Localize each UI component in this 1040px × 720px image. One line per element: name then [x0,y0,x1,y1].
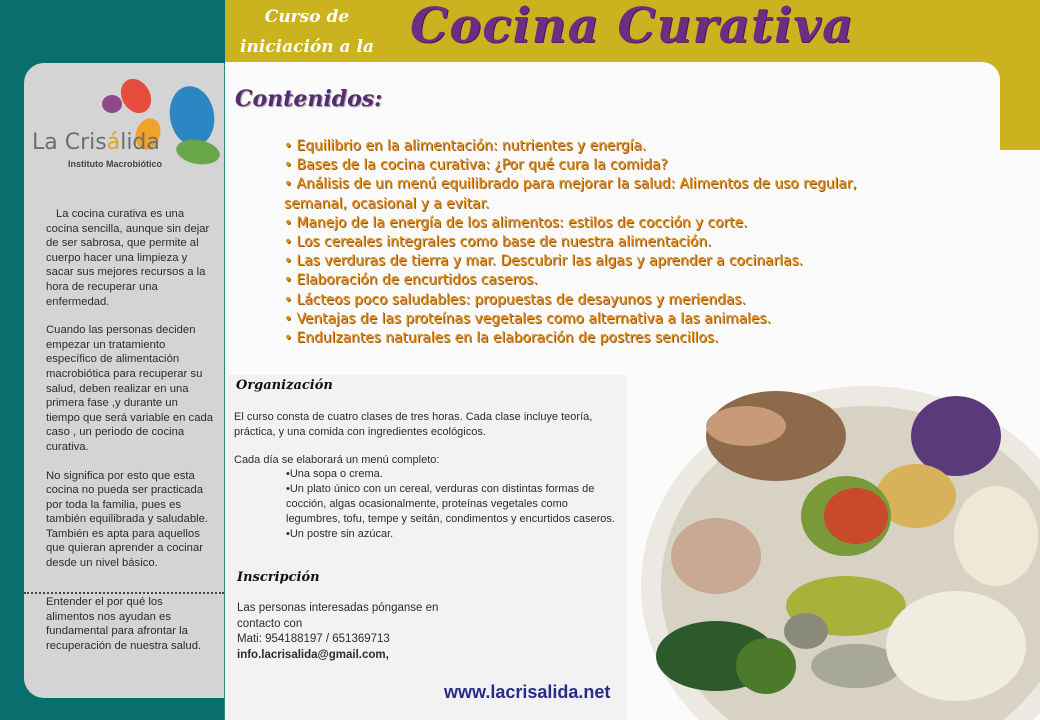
list-item: •Un plato único con un cereal, verduras con distintas formas de cocción, algas ocasionalmente, proteínas vegetales como legumbres, tofu, tempe y seitán, condimentos y encurtidos caseros. [286,483,615,525]
sidebar-paragraph: No significa por esto que esta cocina no pueda ser practicada por toda la familia, pues es también equilibrada y saludable. También es apta para aquellos que quieran aprender a cocinar desde un nivel básico. [46,469,209,570]
list-item: •Un postre sin azúcar. [286,528,394,540]
column-divider [224,64,225,720]
organizacion-heading: Organización [236,378,333,393]
list-item: • Manejo de la energía de los alimentos: estilos de cocción y corte. [284,214,748,231]
sidebar-intro [46,207,214,585]
course-pretitle: Curso de iniciación a la [240,7,374,57]
contents-list [284,137,914,348]
sidebar-paragraph: La cocina curativa es una cocina sencilla, aunque sin dejar de ser sabrosa, que permite al cuerpo hacer una limpieza y sacar sus mejores recursos a la hora de recuperar una enfermedad. [46,208,210,308]
list-item: • Los cereales integrales como base de nuestra alimentación. [284,234,712,251]
list-item: •Una sopa o crema. [286,468,383,480]
list-item: • Endulzantes naturales en la elaboración de postres sencillos. [284,330,719,347]
contents-heading: Contenidos: [235,86,383,112]
brand-name: La Crisálida [32,130,160,155]
list-item: • Bases de la cocina curativa: ¿Por qué cura la comida? [284,157,668,174]
list-item: • Lácteos poco saludables: propuestas de desayunos y meriendas. [284,291,746,308]
inscripcion-text [237,601,467,663]
list-item: • Equilibrio en la alimentación: nutrientes y energía. [284,138,647,154]
organizacion-text: El curso consta de cuatro clases de tres horas. Cada clase incluye teoría, práctica, y una comida con ingredientes ecológicos. [234,411,593,438]
page-title: Cocina Curativa [410,0,855,54]
sidebar-paragraph: Cuando las personas deciden empezar un tratamiento específico de alimentación macrobiótica para recuperar su salud, deben realizar en una primera fase ,y durante un tiempo que será variable en cada caso , un periodo de cocina curativa. [46,324,214,453]
butterfly-logo-icon [30,64,220,174]
menu-list [286,467,616,542]
list-item: • Ventajas de las proteínas vegetales como alternativa a las animales. [284,310,771,327]
brand-subtitle: Instituto Macrobiótico [68,159,162,169]
sidebar-divider [24,592,224,594]
list-item: • Análisis de un menú equilibrado para mejorar la salud: Alimentos de uso regular, semanal, ocasional y a evitar. [284,176,857,212]
food-plate-image [626,366,1040,720]
contact-phone: Mati: 954188197 / 651369713 [237,633,390,645]
contact-intro: Las personas interesadas pónganse en contacto con [237,602,439,630]
sidebar-conclusion: Entender el por qué los alimentos nos ayudan es fundamental para afrontar la recuperación de nuestra salud. [46,596,202,652]
inscripcion-heading: Inscripción [237,570,320,585]
website-link[interactable]: www.lacrisalida.net [444,682,611,702]
menu-intro: Cada día se elaborará un menú completo: [234,454,440,466]
list-item: • Las verduras de tierra y mar. Descubrir las algas y aprender a cocinarlas. [284,253,804,270]
list-item: • Elaboración de encurtidos caseros. [284,272,538,289]
contact-email[interactable]: info.lacrisalida@gmail.com, [237,648,389,661]
